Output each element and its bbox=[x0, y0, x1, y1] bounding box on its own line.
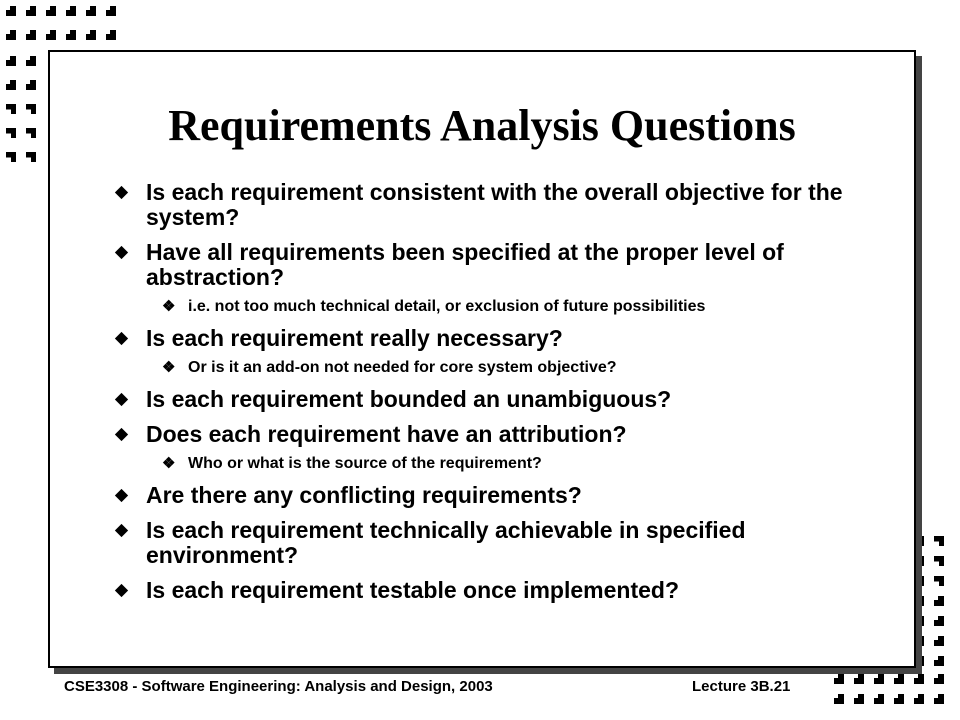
decorative-square bbox=[874, 694, 884, 704]
decorative-square bbox=[46, 30, 56, 40]
bullet-item bbox=[114, 387, 854, 412]
diamond-bullet-icon bbox=[115, 393, 128, 406]
bullet-item bbox=[114, 326, 854, 351]
bullet-text: Who or what is the source of the requirement? bbox=[188, 455, 542, 472]
bullet-text: Is each requirement consistent with the overall objective for the system? bbox=[146, 179, 843, 230]
decorative-square bbox=[6, 56, 16, 66]
sub-bullet-item bbox=[114, 455, 854, 473]
decorative-square bbox=[934, 674, 944, 684]
bullet-item bbox=[114, 422, 854, 447]
slide-title: Requirements Analysis Questions bbox=[168, 101, 796, 150]
diamond-bullet-icon bbox=[115, 246, 128, 259]
decorative-square bbox=[834, 674, 844, 684]
decorative-square bbox=[934, 694, 944, 704]
decorative-pattern-bottom-right bbox=[914, 536, 954, 676]
decorative-square bbox=[894, 694, 904, 704]
decorative-square bbox=[6, 104, 16, 114]
bullet-item bbox=[114, 578, 854, 603]
bullet-item bbox=[114, 518, 854, 568]
clover-bullet-icon: ❖ bbox=[162, 298, 176, 315]
bullet-text: Are there any conflicting requirements? bbox=[146, 482, 582, 508]
bullet-text: Is each requirement technically achievable in specified environment? bbox=[146, 517, 746, 568]
decorative-square bbox=[106, 6, 116, 16]
decorative-pattern-left-column bbox=[6, 56, 46, 176]
decorative-pattern-top-left bbox=[6, 6, 126, 54]
decorative-square bbox=[26, 128, 36, 138]
footer-course: CSE3308 - Software Engineering: Analysis and Design, 2003 bbox=[64, 678, 493, 695]
bullet-text: Is each requirement really necessary? bbox=[146, 325, 563, 351]
decorative-square bbox=[26, 56, 36, 66]
decorative-square bbox=[914, 694, 924, 704]
footer-lecture: Lecture 3B.21 bbox=[692, 678, 791, 695]
decorative-square bbox=[6, 80, 16, 90]
bullet-item bbox=[114, 240, 854, 290]
decorative-square bbox=[874, 674, 884, 684]
decorative-square bbox=[106, 30, 116, 40]
bullet-text: i.e. not too much technical detail, or exclusion of future possibilities bbox=[188, 298, 706, 315]
decorative-square bbox=[894, 674, 904, 684]
decorative-square bbox=[26, 104, 36, 114]
diamond-bullet-icon bbox=[115, 186, 128, 199]
bullet-text: Is each requirement testable once implemented? bbox=[146, 577, 679, 603]
sub-bullet-item bbox=[114, 359, 854, 377]
clover-bullet-icon: ❖ bbox=[162, 455, 176, 472]
decorative-square bbox=[66, 6, 76, 16]
diamond-bullet-icon bbox=[115, 524, 128, 537]
decorative-square bbox=[934, 636, 944, 646]
decorative-square bbox=[934, 656, 944, 666]
decorative-square bbox=[26, 152, 36, 162]
decorative-square bbox=[66, 30, 76, 40]
decorative-square bbox=[6, 6, 16, 16]
diamond-bullet-icon bbox=[115, 428, 128, 441]
bullet-list bbox=[114, 180, 854, 613]
decorative-square bbox=[6, 152, 16, 162]
decorative-pattern-bottom-strip bbox=[834, 674, 954, 714]
bullet-item bbox=[114, 180, 854, 230]
decorative-square bbox=[934, 576, 944, 586]
clover-bullet-icon: ❖ bbox=[162, 359, 176, 376]
decorative-square bbox=[934, 616, 944, 626]
bullet-text: Does each requirement have an attribution? bbox=[146, 421, 627, 447]
decorative-square bbox=[934, 556, 944, 566]
decorative-square bbox=[26, 6, 36, 16]
sub-bullet-item bbox=[114, 298, 854, 316]
decorative-square bbox=[46, 6, 56, 16]
decorative-square bbox=[934, 596, 944, 606]
decorative-square bbox=[834, 694, 844, 704]
decorative-square bbox=[86, 6, 96, 16]
diamond-bullet-icon bbox=[115, 489, 128, 502]
decorative-square bbox=[934, 536, 944, 546]
decorative-square bbox=[914, 674, 924, 684]
bullet-text: Or is it an add-on not needed for core system objective? bbox=[188, 359, 617, 376]
decorative-square bbox=[26, 30, 36, 40]
decorative-square bbox=[854, 694, 864, 704]
decorative-square bbox=[6, 30, 16, 40]
decorative-square bbox=[26, 80, 36, 90]
diamond-bullet-icon bbox=[115, 584, 128, 597]
decorative-square bbox=[6, 128, 16, 138]
bullet-text: Have all requirements been specified at the proper level of abstraction? bbox=[146, 239, 784, 290]
slide-frame bbox=[48, 50, 916, 668]
diamond-bullet-icon bbox=[115, 332, 128, 345]
bullet-text: Is each requirement bounded an unambiguous? bbox=[146, 386, 672, 412]
decorative-square bbox=[86, 30, 96, 40]
decorative-square bbox=[854, 674, 864, 684]
bullet-item bbox=[114, 483, 854, 508]
